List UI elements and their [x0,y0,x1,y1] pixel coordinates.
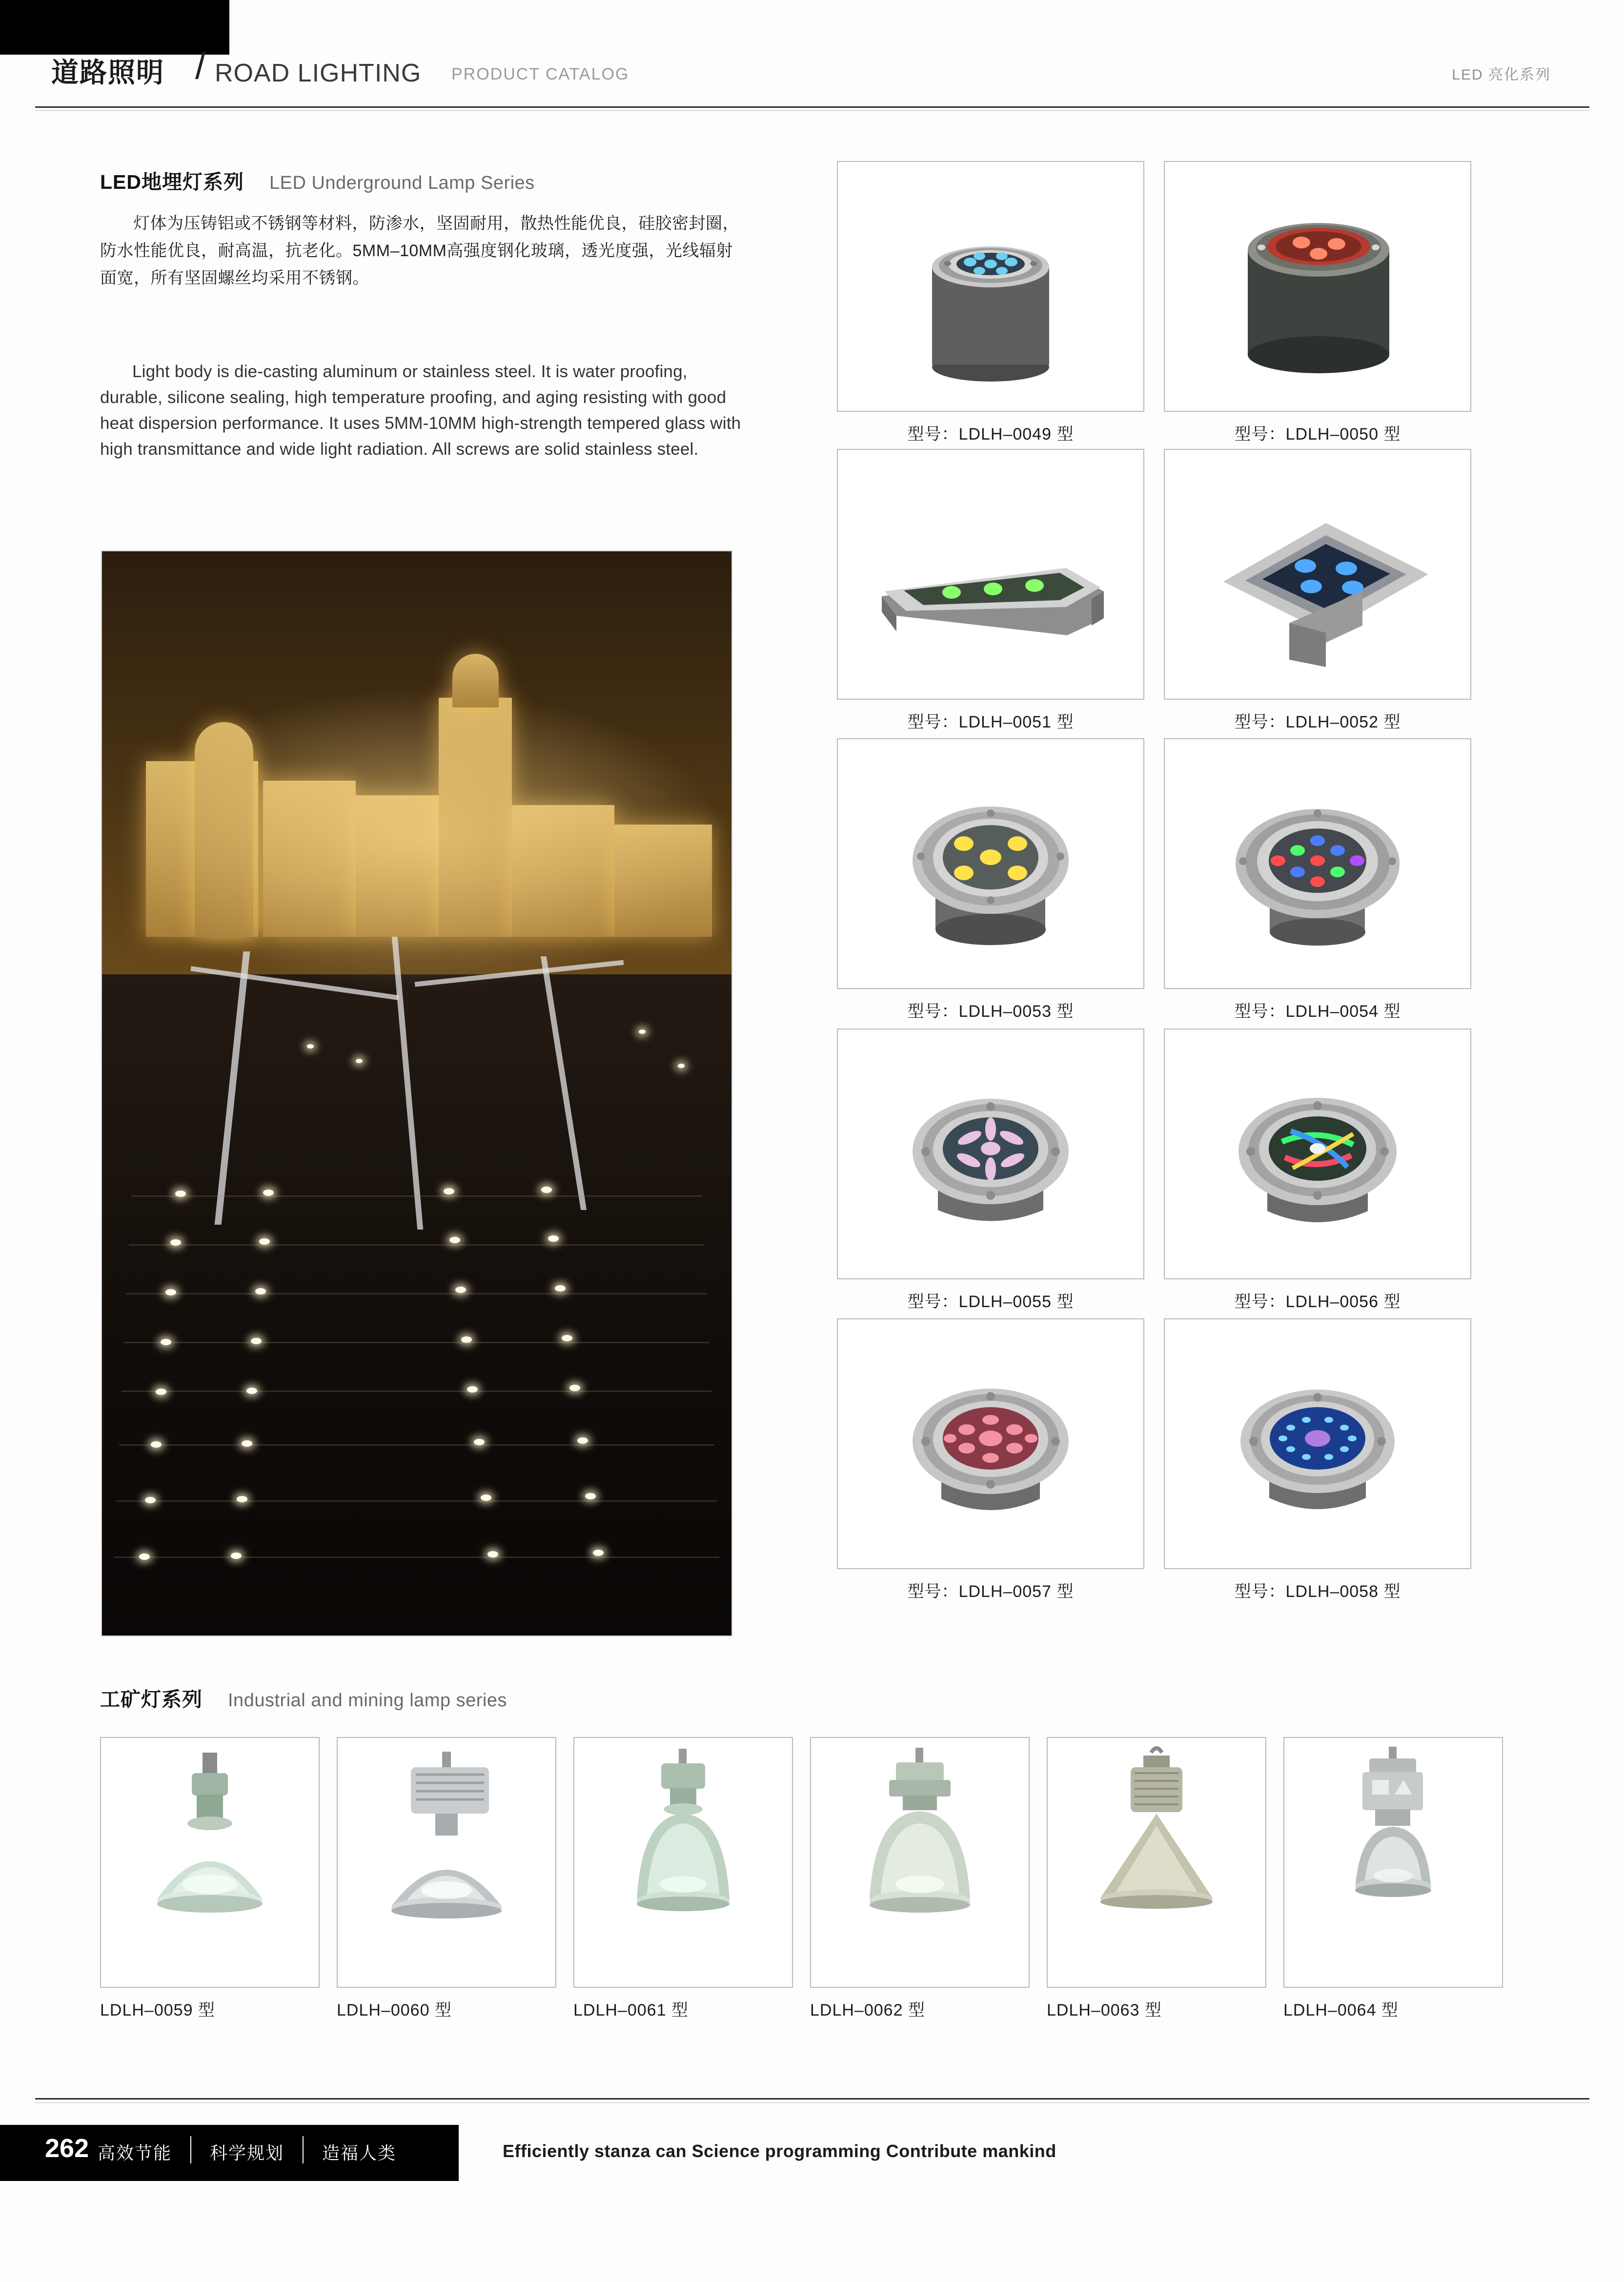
header-series-label: LED 亮化系列 [1452,67,1551,83]
product-card-ldlh-0053[interactable] [837,738,1144,1022]
product-caption: 型号：LDLH–0052 型 [1234,713,1401,731]
photo-ground [102,974,731,1636]
product-card-ldlh-0058[interactable] [1164,1318,1471,1602]
product-caption: 型号：LDLH–0056 型 [1234,1292,1401,1311]
product-card-ldlh-0060[interactable] [337,1737,556,2020]
product-caption: LDLH–0060 型 [337,2001,452,2019]
section-title-industrial [100,1683,507,1712]
footer-slogan-3: 造福人类 [322,2143,397,2163]
section-title-en: LED Underground Lamp Series [269,173,535,193]
night-scene-photo [101,550,732,1636]
product-caption: 型号：LDLH–0055 型 [907,1292,1074,1311]
product-caption: 型号：LDLH–0057 型 [907,1582,1074,1601]
industrial-product-grid [100,1737,1515,2019]
header-rule-thin [35,110,1589,111]
product-caption: LDLH–0064 型 [1283,2001,1399,2019]
product-image-ldlh-0050 [1164,161,1471,412]
footer-slogan-2: 科学规划 [210,2143,284,2163]
description-zh: 灯体为压铸铝或不锈钢等材料，防渗水，坚固耐用，散热性能优良，硅胶密封圈，防水性能优良，耐高温，抗老化。5MM–10MM高强度钢化玻璃，透光度强，光线辐射面宽，所有坚固螺丝均采用不锈钢。 [100,214,739,287]
photo-skyline-glow [112,688,727,990]
footer-rule [35,2098,1589,2100]
product-caption: LDLH–0059 型 [100,2001,215,2019]
header-subtitle-en: PRODUCT CATALOG [451,65,629,83]
product-image-ldlh-0055 [837,1029,1144,1279]
product-caption: 型号：LDLH–0049 型 [907,425,1074,444]
header-rule [35,106,1589,108]
product-card-ldlh-0059[interactable] [100,1737,320,2020]
product-caption: LDLH–0061 型 [573,2001,689,2019]
section-title-en: Industrial and mining lamp series [228,1690,507,1711]
product-card-ldlh-0063[interactable] [1047,1737,1266,2020]
product-image-ldlh-0051 [837,449,1144,700]
product-image-ldlh-0062 [810,1737,1030,1988]
product-card-ldlh-0061[interactable] [573,1737,793,2020]
footer-divider [190,2136,191,2163]
product-caption: LDLH–0062 型 [810,2001,925,2019]
product-image-ldlh-0056 [1164,1029,1471,1279]
product-card-ldlh-0056[interactable] [1164,1029,1471,1312]
footer-slogan-1: 高效节能 [98,2143,172,2163]
product-card-ldlh-0062[interactable] [810,1737,1030,2020]
footer-slogan-en: Efficiently stanza can Science programming Contribute mankind [503,2141,1056,2161]
header-title-en: ROAD LIGHTING [215,59,422,87]
product-card-ldlh-0057[interactable] [837,1318,1144,1602]
section-title-zh: LED地埋灯系列 [100,171,244,193]
product-card-ldlh-0052[interactable] [1164,449,1471,732]
description-en: Light body is die-casting aluminum or stainless steel. It is water proofing, durable, silicone sealing, high temperature proofing, and aging resisting with good heat dispersion performance. It uses 5MM-10MM high-strength tempered glass with high transmittance and wide light radiation. All screws are solid stainless steel. [100,362,741,459]
product-image-ldlh-0049 [837,161,1144,412]
product-card-ldlh-0054[interactable] [1164,738,1471,1022]
product-image-ldlh-0052 [1164,449,1471,700]
product-caption: 型号：LDLH–0058 型 [1234,1582,1401,1601]
footer-divider [303,2136,304,2163]
product-image-ldlh-0054 [1164,738,1471,989]
product-image-ldlh-0058 [1164,1318,1471,1569]
product-image-ldlh-0057 [837,1318,1144,1569]
product-image-ldlh-0061 [573,1737,793,1988]
product-image-ldlh-0063 [1047,1737,1266,1988]
product-caption: LDLH–0063 型 [1047,2001,1162,2019]
product-caption: 型号：LDLH–0051 型 [907,713,1074,731]
section-title-underground [100,166,535,195]
product-card-ldlh-0064[interactable] [1283,1737,1503,2020]
product-caption: 型号：LDLH–0050 型 [1234,425,1401,444]
product-card-ldlh-0049[interactable] [837,161,1144,444]
product-card-ldlh-0051[interactable] [837,449,1144,732]
product-card-ldlh-0050[interactable] [1164,161,1471,444]
page-header [0,0,1624,122]
product-caption: 型号：LDLH–0054 型 [1234,1002,1401,1021]
footer-rule-thin [35,2102,1589,2103]
product-card-ldlh-0055[interactable] [837,1029,1144,1312]
product-image-ldlh-0064 [1283,1737,1503,1988]
page-number: 262 [45,2134,89,2163]
product-image-ldlh-0053 [837,738,1144,989]
header-slash: / [195,45,206,87]
header-title-zh: 道路照明 [51,57,164,88]
product-image-ldlh-0060 [337,1737,556,1988]
product-caption: 型号：LDLH–0053 型 [907,1002,1074,1021]
section-title-zh: 工矿灯系列 [100,1688,203,1711]
product-image-ldlh-0059 [100,1737,320,1988]
